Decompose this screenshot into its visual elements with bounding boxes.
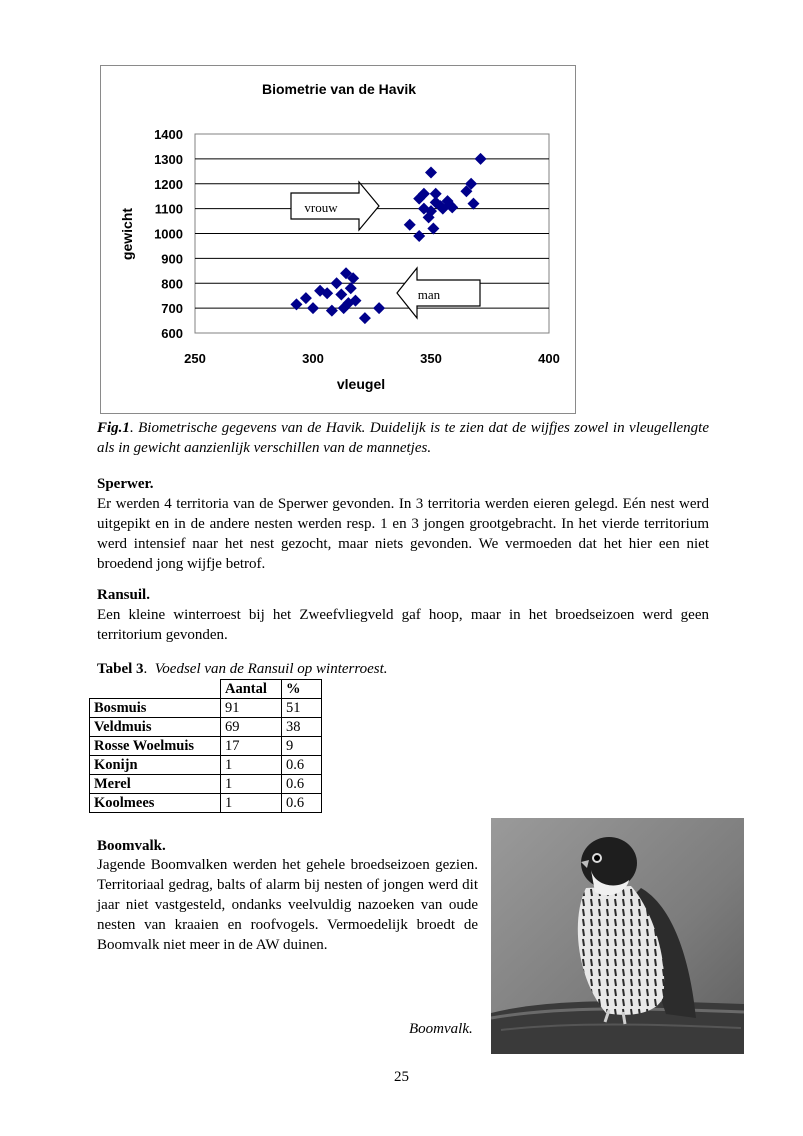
food-table (89, 679, 322, 813)
y-tick-labels (154, 127, 183, 341)
table-cell-species: Bosmuis (90, 699, 221, 718)
table-header-percent: % (282, 680, 322, 699)
figure-caption (97, 418, 709, 458)
y-tick-label: 900 (161, 251, 183, 267)
y-tick-label: 1000 (154, 226, 183, 242)
table-cell-count: 17 (221, 737, 282, 756)
table-cell-count: 91 (221, 699, 282, 718)
ransuil-heading: Ransuil. (97, 587, 150, 603)
y-tick-label: 700 (161, 301, 183, 317)
table-title: Voedsel van de Ransuil op winterroest. (154, 661, 388, 677)
photo-caption: Boomvalk. (409, 1021, 473, 1037)
table-header-row (90, 680, 322, 699)
y-tick-label: 1300 (154, 151, 183, 167)
y-tick-label: 800 (161, 276, 183, 292)
table-cell-count: 69 (221, 718, 282, 737)
table-cell-percent: 0.6 (282, 775, 322, 794)
figure-label: Fig.1 (97, 420, 130, 436)
table-cell-species: Veldmuis (90, 718, 221, 737)
table-cell-species: Konijn (90, 756, 221, 775)
y-tick-label: 1400 (154, 127, 183, 142)
figure-caption-text: . Biometrische gegevens van de Havik. Duidelijk is te zien dat de wijfjes zowel in vleugellengte als in gewicht aanzienlijk verschillen van de mannetjes. (97, 420, 709, 456)
table-header-empty (90, 680, 221, 699)
table-row (90, 699, 322, 718)
table-row (90, 794, 322, 813)
y-tick-label: 1100 (154, 201, 183, 217)
chart-canvas (101, 66, 575, 413)
x-tick-label: 350 (420, 351, 442, 366)
page-number: 25 (394, 1069, 409, 1085)
y-axis-label: gewicht (119, 207, 135, 261)
table-cell-count: 1 (221, 775, 282, 794)
vrouw-label: vrouw (304, 200, 338, 215)
table-row (90, 756, 322, 775)
x-tick-labels (184, 351, 560, 366)
y-tick-label: 600 (161, 326, 183, 341)
table-cell-species: Merel (90, 775, 221, 794)
boomvalk-text: Jagende Boomvalken werden het gehele broedseizoen gezien. Territoriaal gedrag, balts of alarm bij nesten of jongen werd dit jaar niet vastgesteld, ondanks veelvuldig nazoeken van oude nesten van kraaien en roofvogels. Vermoedelijk broedt de Boomvalk niet meer in de AW duinen. (97, 857, 478, 953)
boomvalk-photo (491, 818, 744, 1054)
table-cell-percent: 38 (282, 718, 322, 737)
man-label: man (417, 287, 441, 302)
boomvalk-heading: Boomvalk. (97, 838, 166, 854)
sperwer-text: Er werden 4 territoria van de Sperwer gevonden. In 3 territoria werden eieren gelegd. Eén nest werd uitgepikt en in de andere nesten werden resp. 1 en 3 jongen grootgebracht. In het vierde territorium werd intensief naar het nest gezocht, maar niets gevonden. We vermoeden dat het hier een niet broedend jong wijfje betrof. (97, 496, 709, 572)
table-label: Tabel 3 (97, 661, 144, 677)
table-cell-species: Rosse Woelmuis (90, 737, 221, 756)
table-row (90, 775, 322, 794)
table-cell-species: Koolmees (90, 794, 221, 813)
table-cell-count: 1 (221, 756, 282, 775)
table-caption: Tabel 3. Voedsel van de Ransuil op winterroest. (97, 661, 388, 677)
table-header-aantal: Aantal (221, 680, 282, 699)
table-row (90, 718, 322, 737)
table-cell-percent: 51 (282, 699, 322, 718)
table-cell-percent: 0.6 (282, 794, 322, 813)
x-tick-label: 400 (538, 351, 560, 366)
y-tick-label: 1200 (154, 176, 183, 192)
falcon-image (491, 818, 744, 1054)
table-cell-count: 1 (221, 794, 282, 813)
table-cell-percent: 0.6 (282, 756, 322, 775)
sperwer-heading: Sperwer. (97, 476, 154, 492)
ransuil-text: Een kleine winterroest bij het Zweefvliegveld gaf hoop, maar in het broedseizoen werd geen territorium gevonden. (97, 607, 709, 643)
chart-title: Biometrie van de Havik (261, 81, 417, 97)
havik-chart (100, 65, 576, 414)
table-row (90, 737, 322, 756)
x-tick-label: 250 (184, 351, 206, 366)
x-tick-label: 300 (302, 351, 324, 366)
table-cell-percent: 9 (282, 737, 322, 756)
x-axis-label: vleugel (336, 376, 386, 392)
